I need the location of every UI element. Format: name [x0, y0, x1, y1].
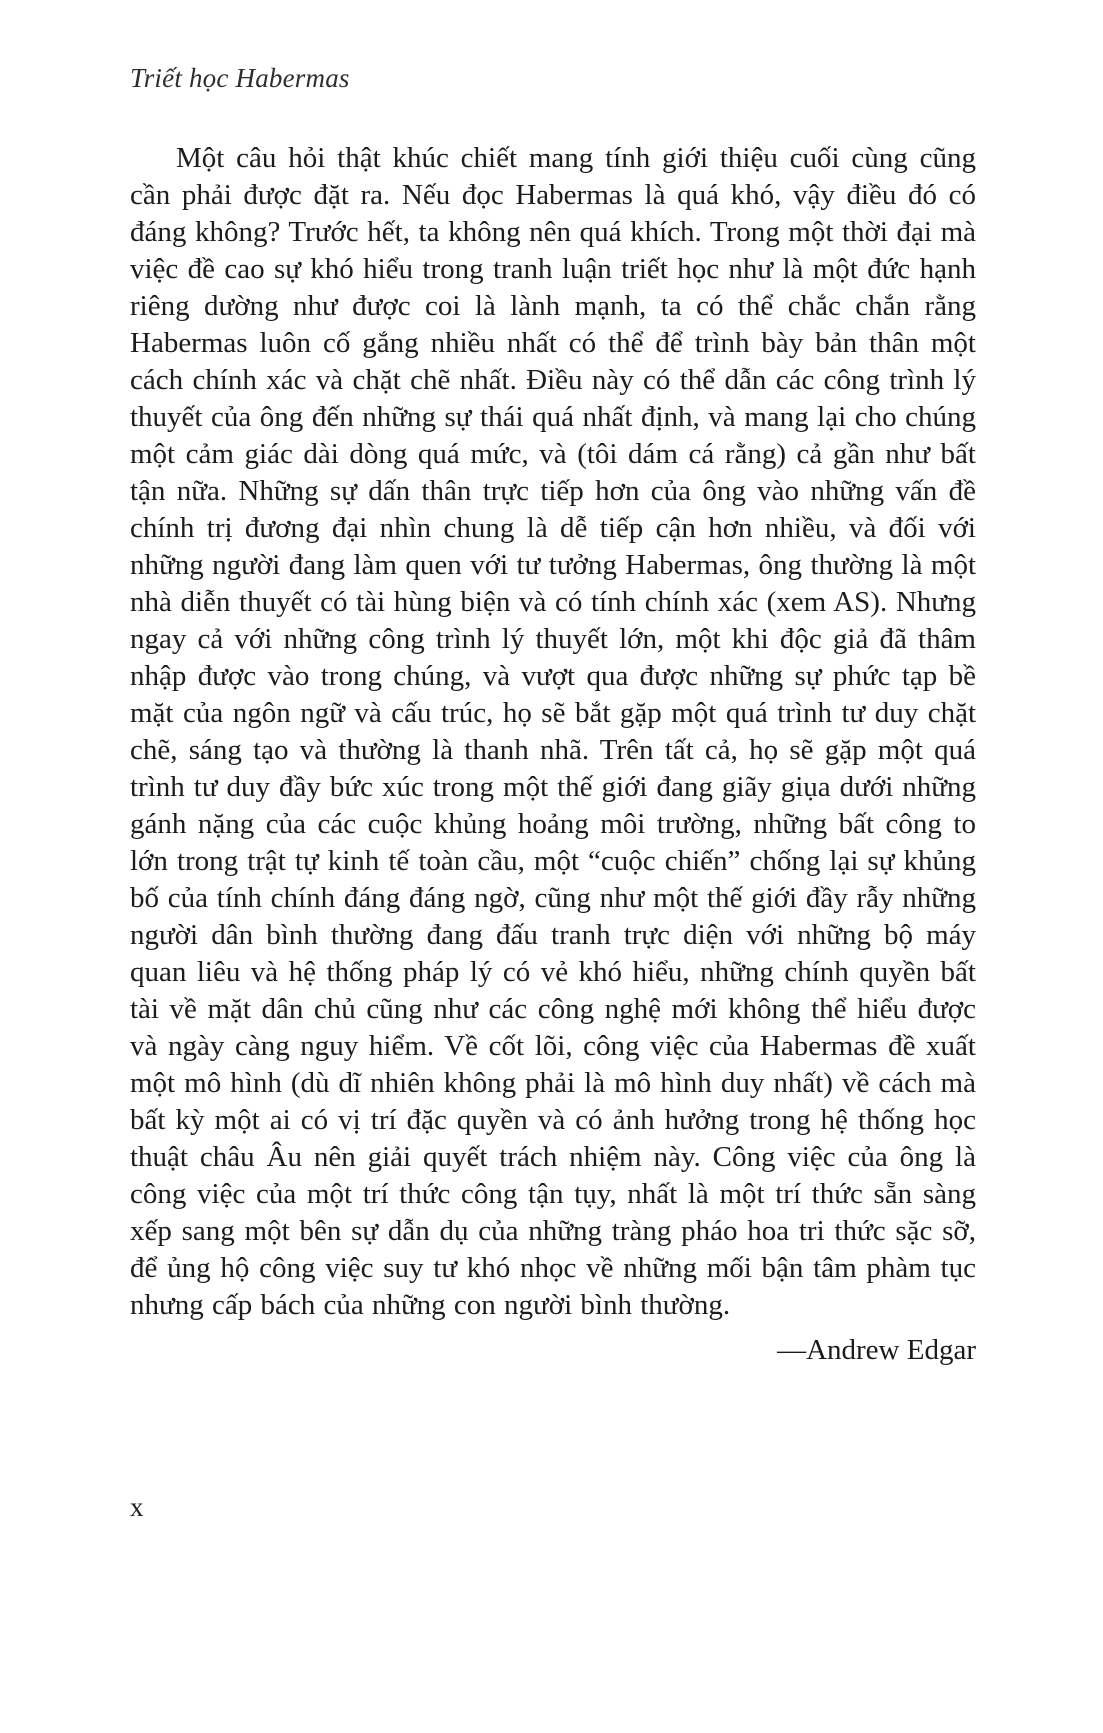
text-column — [130, 62, 976, 1369]
body-paragraph: Một câu hỏi thật khúc chiết mang tính giới thiệu cuối cùng cũng cần phải được đặt ra. Nếu đọc Habermas là quá khó, vậy điều đó có đáng không? Trước hết, ta không nên quá khích. Trong một thời đại mà việc đề cao sự khó hiểu trong tranh luận triết học như là một đức hạnh riêng dường như được coi là lành mạnh, ta có thể chắc chắn rằng Habermas luôn cố gắng nhiều nhất có thể để trình bày bản thân một cách chính xác và chặt chẽ nhất. Điều này có thể dẫn các công trình lý thuyết của ông đến những sự thái quá nhất định, và mang lại cho chúng một cảm giác dài dòng quá mức, và (tôi dám cá rằng) cả gần như bất tận nữa. Những sự dấn thân trực tiếp hơn của ông vào những vấn đề chính trị đương đại nhìn chung là dễ tiếp cận hơn nhiều, và đối với những người đang làm quen với tư tưởng Habermas, ông thường là một nhà diễn thuyết có tài hùng biện và có tính chính xác (xem AS). Nhưng ngay cả với những công trình lý thuyết lớn, một khi độc giả đã thâm nhập được vào trong chúng, và vượt qua được những sự phức tạp bề mặt của ngôn ngữ và cấu trúc, họ sẽ bắt gặp một quá trình tư duy chặt chẽ, sáng tạo và thường là thanh nhã. Trên tất cả, họ sẽ gặp một quá trình tư duy đầy bức xúc trong một thế giới đang giãy giụa dưới những gánh nặng của các cuộc khủng hoảng môi trường, những bất công to lớn trong trật tự kinh tế toàn cầu, một “cuộc chiến” chống lại sự khủng bố của tính chính đáng đáng ngờ, cũng như một thế giới đầy rẫy những người dân bình thường đang đấu tranh trực diện với những bộ máy quan liêu và hệ thống pháp lý có vẻ khó hiểu, những chính quyền bất tài về mặt dân chủ cũng như các công nghệ mới không thể hiểu được và ngày càng nguy hiểm. Về cốt lõi, công việc của Habermas đề xuất một mô hình (dù dĩ nhiên không phải là mô hình duy nhất) về cách mà bất kỳ một ai có vị trí đặc quyền và có ảnh hưởng trong hệ thống học thuật châu Âu nên giải quyết trách nhiệm này. Công việc của ông là công việc của một trí thức công tận tụy, nhất là một trí thức sẵn sàng xếp sang một bên sự dẫn dụ của những tràng pháo hoa tri thức sặc sỡ, để ủng hộ công việc suy tư khó nhọc về những mối bận tâm phàm tục nhưng cấp bách của những con người bình thường. — [130, 142, 976, 1322]
page-number: x — [130, 1492, 144, 1522]
running-header: Triết học Habermas — [130, 63, 350, 93]
attribution: —Andrew Edgar — [777, 1334, 976, 1367]
